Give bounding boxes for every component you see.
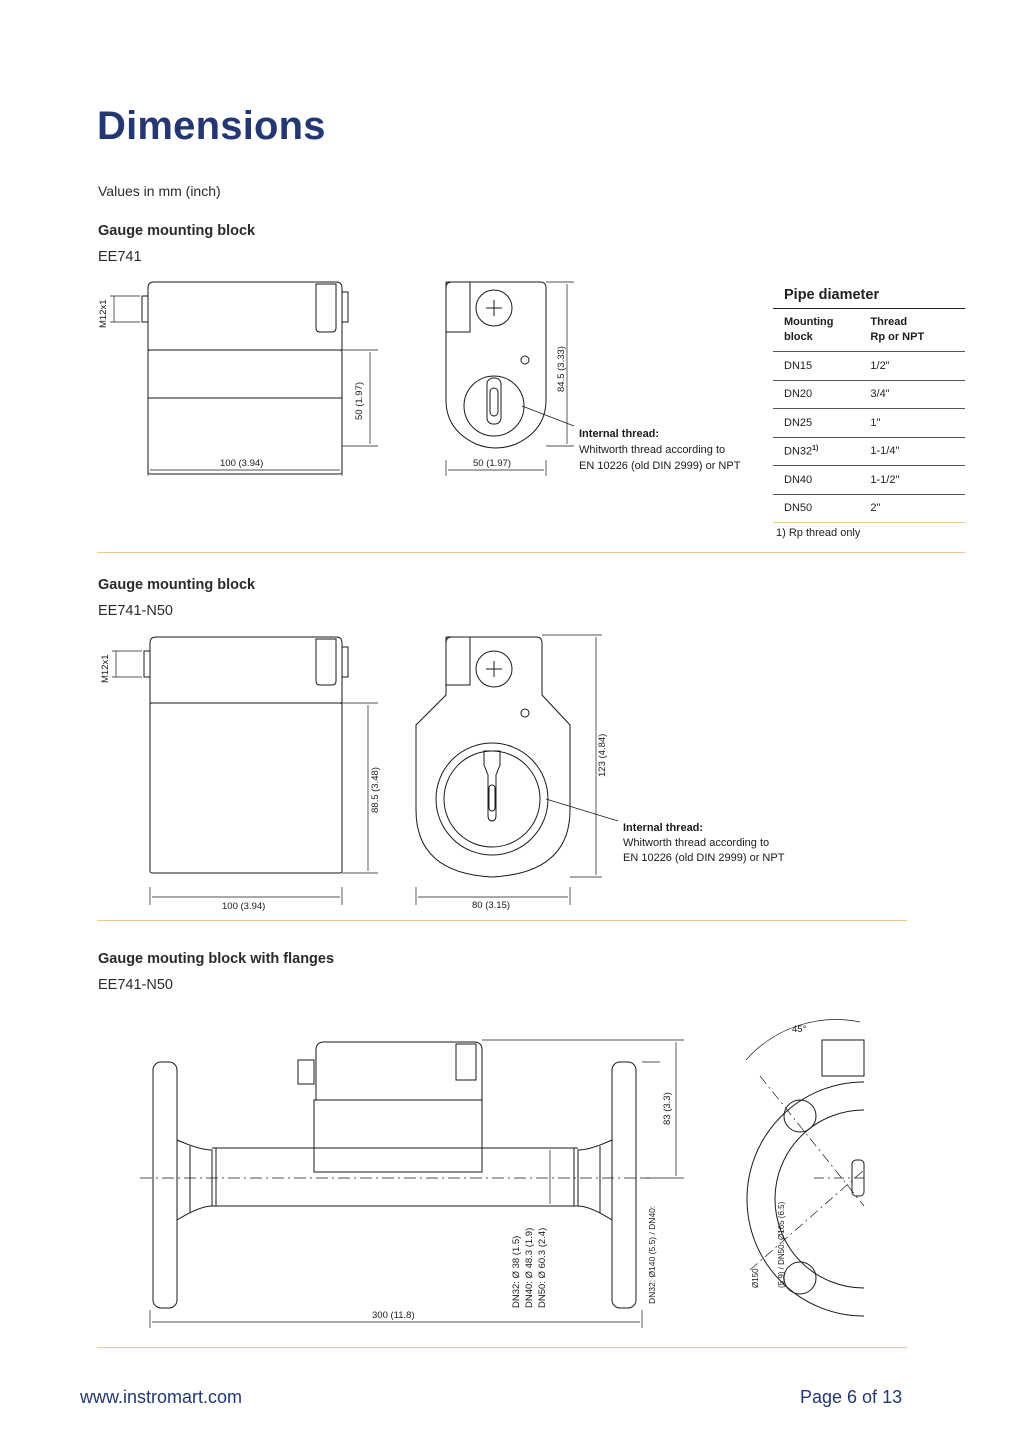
pipe-diameter-table [773, 283, 965, 539]
pipe-col-block: Mounting block [773, 309, 859, 352]
s2-dim-front-height: 123 (4.84) [597, 733, 608, 777]
drawing-ee741 [0, 270, 770, 480]
s2-callout-line2: EN 10226 (old DIN 2999) or NPT [623, 852, 785, 864]
section2-model: EE741-N50 [98, 603, 173, 619]
footer-website: www.instromart.com [80, 1387, 243, 1407]
s2-dim-height: 88.5 (3.48) [370, 767, 381, 813]
s3-flange-outer: DN32: Ø140 (5.5) / DN40: [647, 1205, 657, 1304]
s2-thread-label: M12x1 [100, 654, 111, 683]
section1-heading: Gauge mounting block [98, 223, 256, 239]
footer-page-number: Page 6 of 13 [800, 1387, 903, 1407]
table-row: DN40 1-1/2" [773, 466, 965, 495]
table-row: DN50 2" [773, 494, 965, 523]
pipe-table-title: Pipe diameter [773, 283, 965, 309]
section1-model: EE741 [98, 249, 142, 265]
s2-dim-front-width: 80 (3.15) [472, 900, 511, 911]
units-note: Values in mm (inch) [98, 183, 221, 199]
s3-dim-length: 300 (11.8) [372, 1310, 415, 1321]
s3-dim-height: 83 (3.3) [662, 1092, 673, 1125]
s1-callout-line1: Whitworth thread according to [579, 444, 726, 456]
table-row: DN15 1/2" [773, 352, 965, 381]
section3-heading: Gauge mouting block with flanges [98, 951, 335, 967]
pipe-table-footnote: 1) Rp thread only [776, 527, 861, 539]
s3-dn50-bore: DN50: Ø 60.3 (2.4) [537, 1227, 548, 1308]
s3-dn40-bore: DN40: Ø 48.3 (1.9) [524, 1227, 535, 1308]
page-title: Dimensions [97, 104, 326, 148]
table-row: DN32$^{1)}$ 1-1/4" [773, 437, 965, 466]
s1-callout-line2: EN 10226 (old DIN 2999) or NPT [579, 460, 741, 472]
s1-dim-front-width: 50 (1.97) [473, 458, 512, 469]
s1-dim-width: 100 (3.94) [220, 458, 264, 469]
section-divider [97, 1347, 907, 1348]
s1-dim-height: 50 (1.97) [354, 381, 365, 420]
section-divider [97, 552, 965, 553]
s1-callout-title: Internal thread: [579, 428, 660, 440]
s3-angle: 45° [792, 1024, 807, 1035]
section-divider [97, 920, 907, 921]
drawing-ee741-n50 [0, 625, 820, 915]
s2-dim-width: 100 (3.94) [222, 901, 266, 912]
s1-dim-front-height: 84.5 (3.33) [556, 346, 567, 392]
section3-model: EE741-N50 [98, 977, 173, 993]
table-row: DN25 1" [773, 409, 965, 438]
pipe-col-thread: Thread Rp or NPT [859, 309, 965, 352]
s3-bolt-circle: (5.9) / DN50: Ø165 (6.5) [777, 1201, 786, 1288]
s2-callout-title: Internal thread: [623, 822, 704, 834]
table-row: DN20 3/4" [773, 380, 965, 409]
s3-dn32-bore: DN32: Ø 38 (1.5) [511, 1235, 522, 1308]
section2-heading: Gauge mounting block [98, 577, 256, 593]
s2-callout-line1: Whitworth thread according to [623, 837, 770, 849]
s1-thread-label: M12x1 [98, 299, 109, 328]
s3-flange-dia: Ø150 [751, 1268, 760, 1288]
drawing-flanged [0, 1010, 880, 1340]
